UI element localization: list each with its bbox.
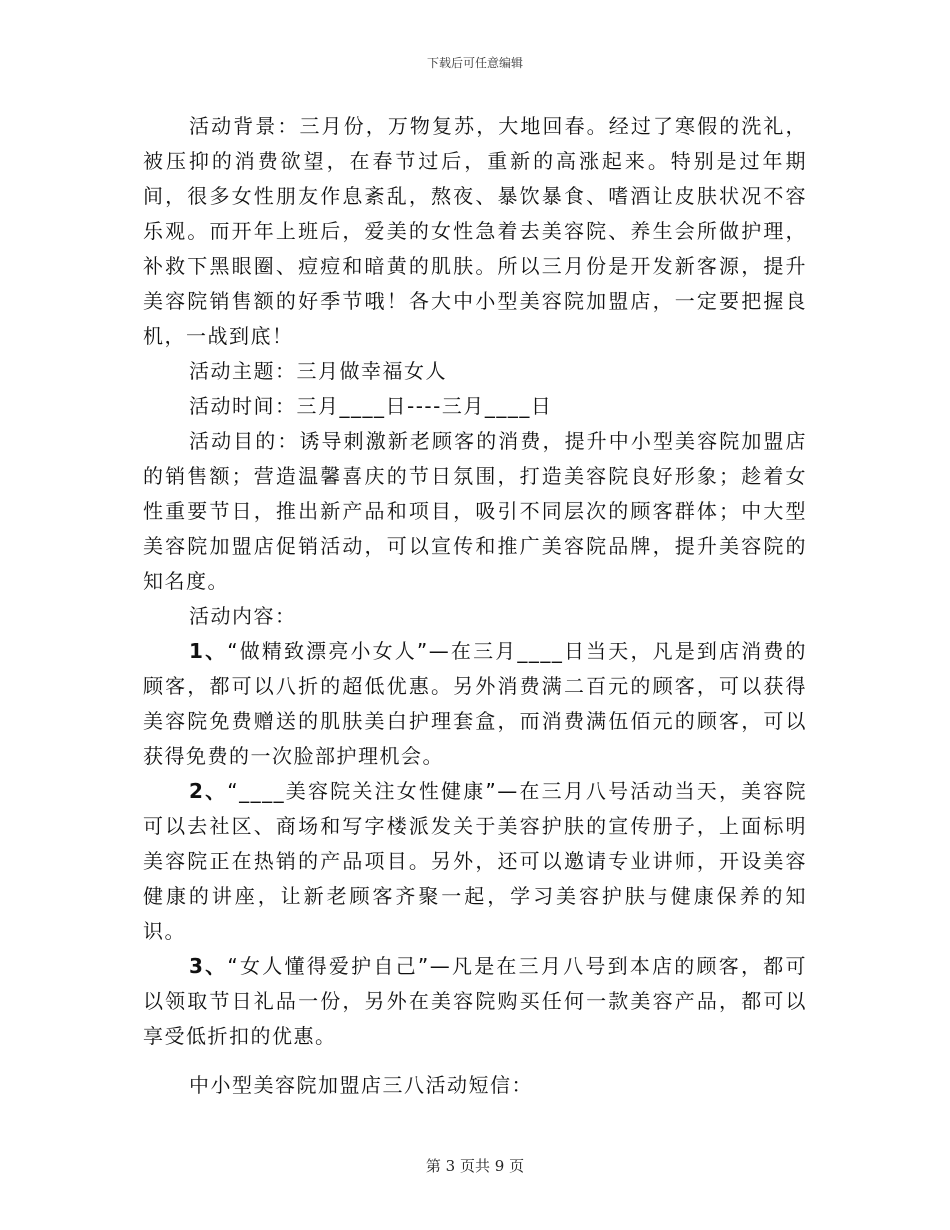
list-item-3: [143, 949, 807, 1054]
page-footer: 第 3 页共 9 页: [425, 1157, 525, 1175]
list-item-text: “做精致漂亮小女人”—在三月____日当天，凡是到店消费的顾客，都可以八折的超低优惠。另外消费满二百元的顾客，可以获得美容院免费赠送的肌肤美白护理套盒，而消费满伍佰元的顾客，可以获得免费的一次脸部护理机会。: [143, 639, 807, 768]
paragraph-background: 活动背景：三月份，万物复苏，大地回春。经过了寒假的洗礼，被压抑的消费欲望，在春节过后，重新的高涨起来。特别是过年期间，很多女性朋友作息紊乱，熬夜、暴饮暴食、嗜酒让皮肤状况不容乐观。而开年上班后，爱美的女性急着去美容院、养生会所做护理，补救下黑眼圈、痘痘和暗黄的肌肤。所以三月份是开发新客源，提升美容院销售额的好季节哦！各大中小型美容院加盟店，一定要把握良机，一战到底！: [143, 114, 807, 348]
list-item-number: 2、: [189, 779, 228, 803]
list-item-text: “____美容院关注女性健康”—在三月八号活动当天，美容院可以去社区、商场和写字楼派发关于美容护肤的宣传册子，上面标明美容院正在热销的产品项目。另外，还可以邀请专业讲师，开设美容健康的讲座，让新老顾客齐聚一起，学习美容护肤与健康保养的知识。: [143, 779, 807, 943]
document-body: [143, 109, 807, 1103]
list-item-1: [143, 634, 807, 774]
list-item-number: 3、: [189, 954, 228, 978]
paragraph-purpose: 活动目的：诱导刺激新老顾客的消费，提升中小型美容院加盟店的销售额；营造温馨喜庆的节日氛围，打造美容院良好形象；趁着女性重要节日，推出新产品和项目，吸引不同层次的顾客群体；中大型美容院加盟店促销活动，可以宣传和推广美容院品牌，提升美容院的知名度。: [143, 429, 807, 593]
paragraph-time: 活动时间：三月____日----三月____日: [189, 394, 553, 418]
page-header: 下载后可任意编辑: [426, 56, 523, 70]
list-item-text: “女人懂得爱护自己”—凡是在三月八号到本店的顾客，都可以领取节日礼品一份，另外在美容院购买任何一款美容产品，都可以享受低折扣的优惠。: [143, 954, 807, 1048]
paragraph-content-label: 活动内容：: [189, 604, 297, 628]
list-item-number: 1、: [189, 639, 228, 663]
paragraph-sms-heading: 中小型美容院加盟店三八活动短信：: [189, 1073, 533, 1097]
paragraph-theme: 活动主题：三月做幸福女人: [189, 359, 447, 383]
list-item-2: [143, 774, 807, 949]
